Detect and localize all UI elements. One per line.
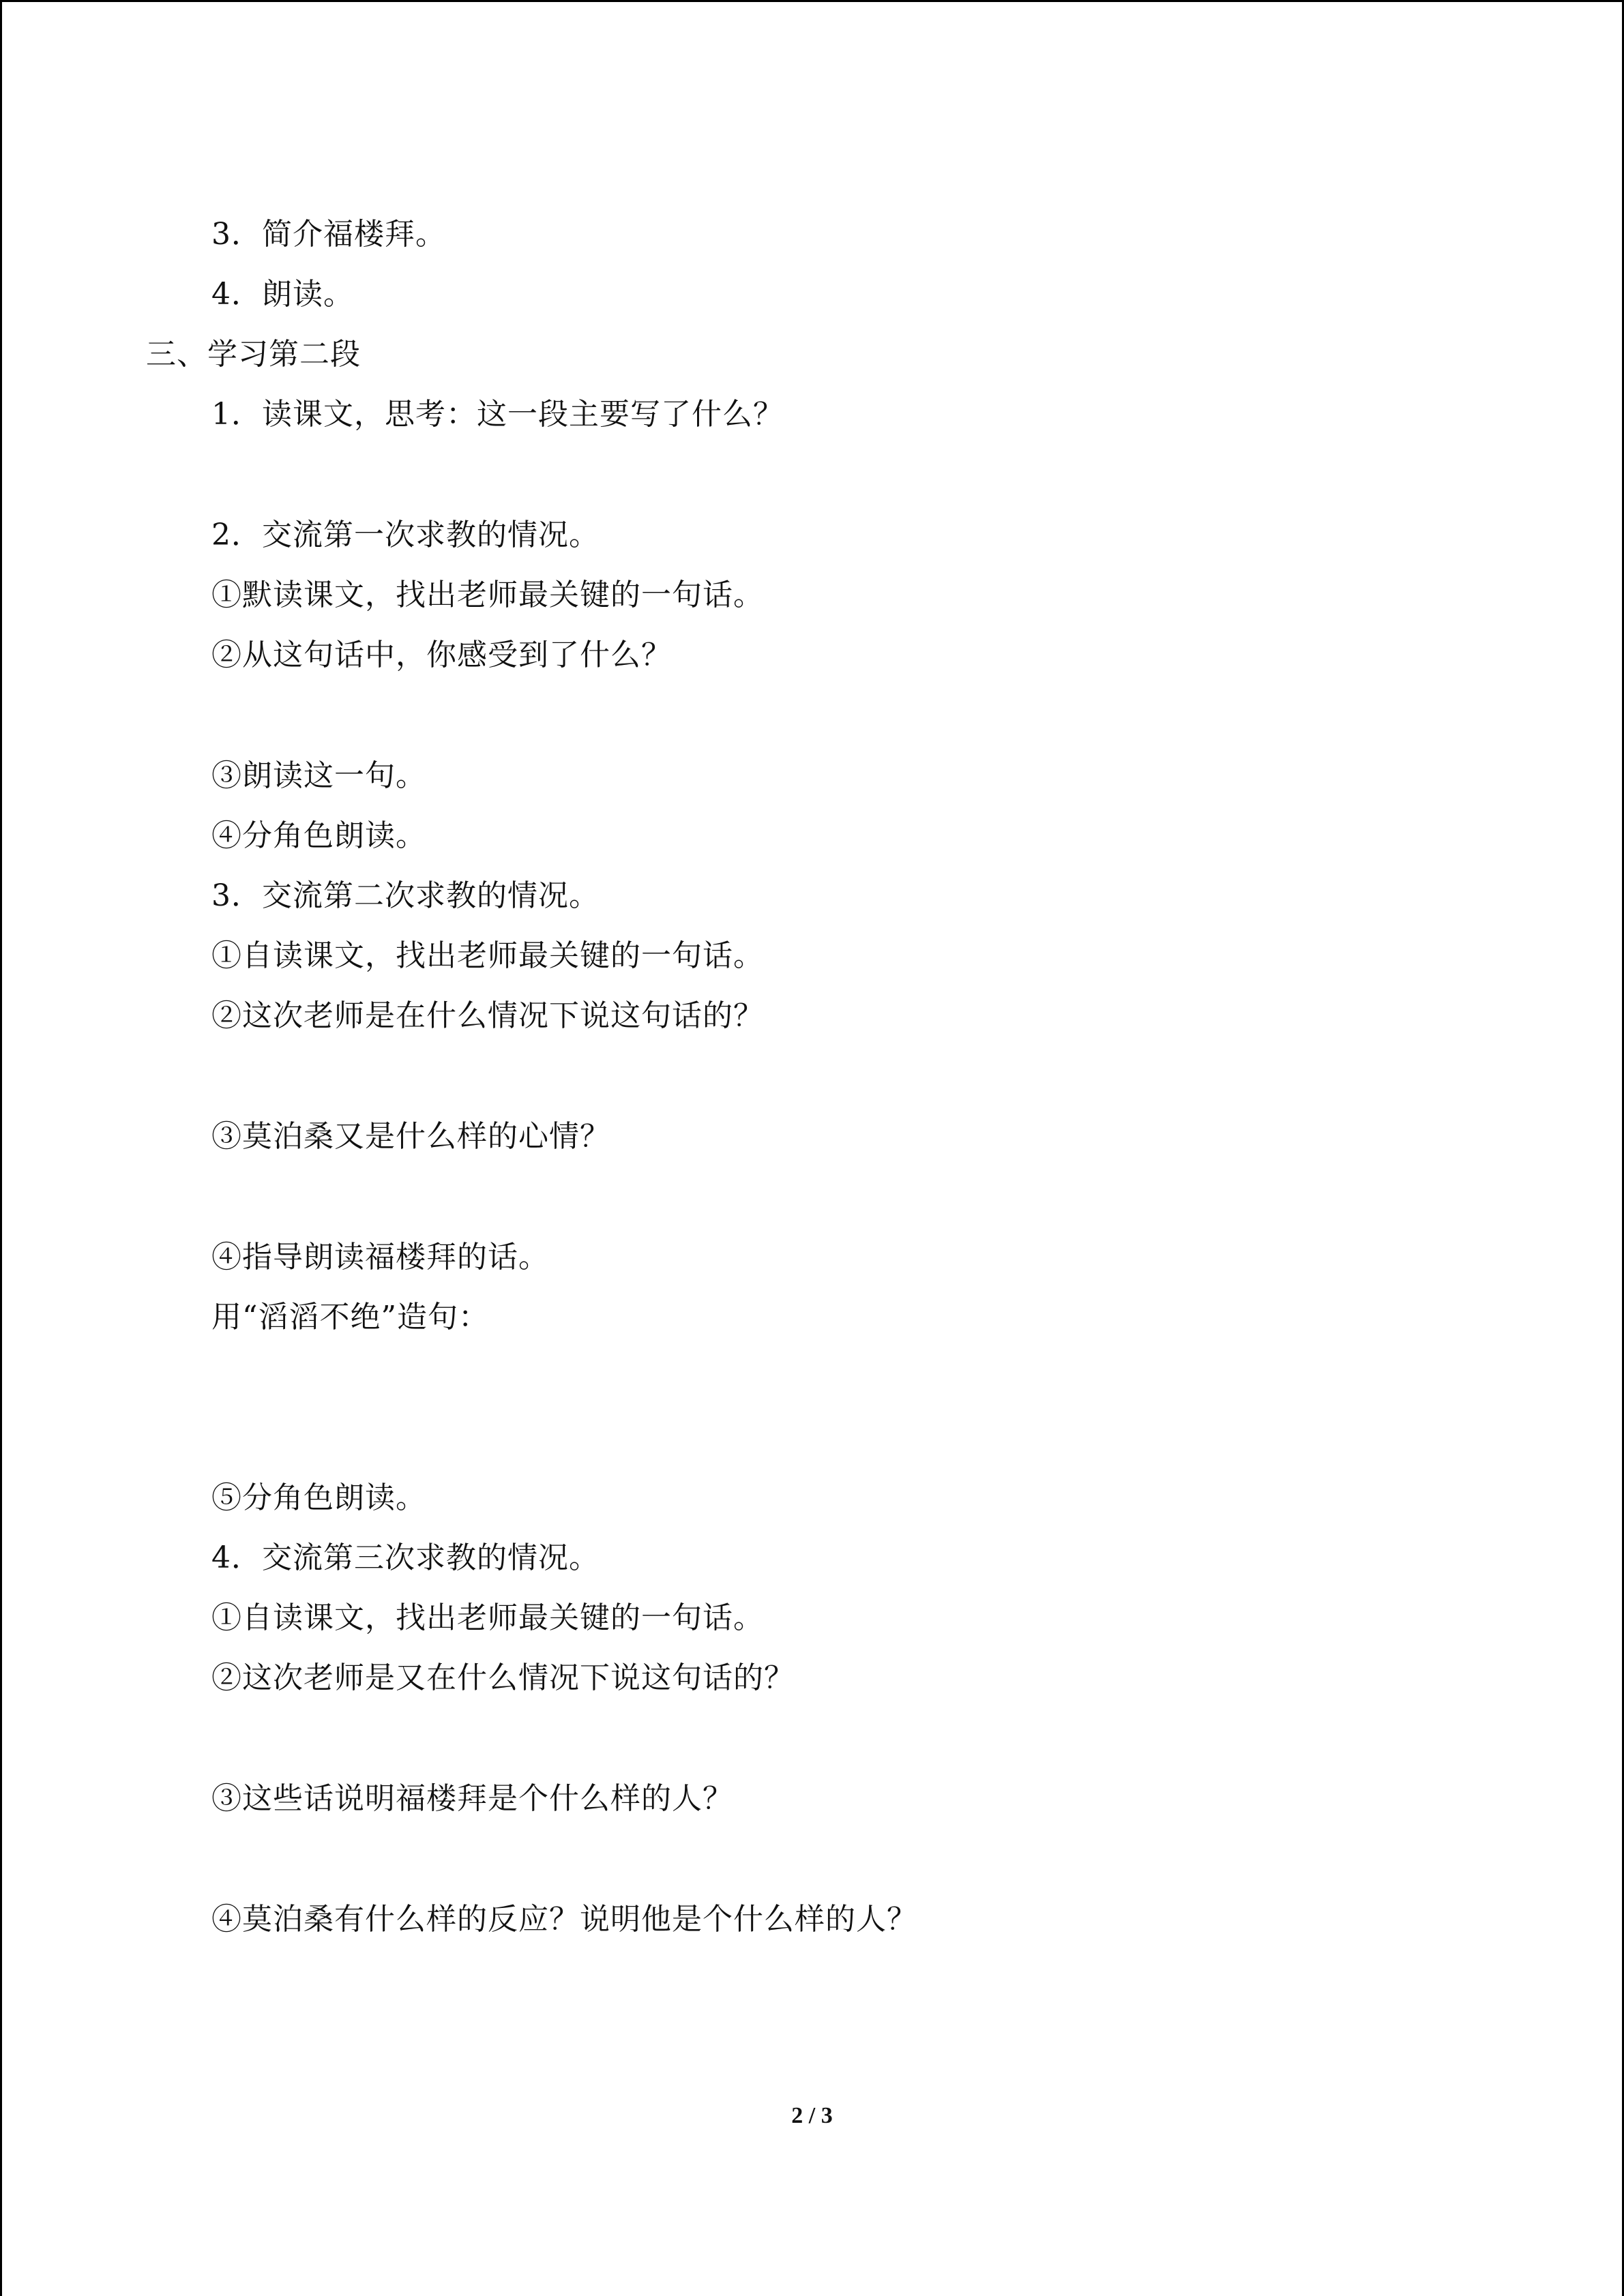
sub-item-maupassant-mood: ③莫泊桑又是什么样的心情？ <box>211 1119 610 1154</box>
list-item-intro-flaubert: 3．简介福楼拜。 <box>211 217 446 252</box>
sub-item-situation-3: ②这次老师是又在什么情况下说这句话的？ <box>211 1660 795 1695</box>
list-item-third-consultation: 4．交流第三次求教的情况。 <box>211 1540 600 1575</box>
sub-item-feeling: ②从这句话中，你感受到了什么？ <box>211 638 672 672</box>
sub-item-read-sentence: ③朗读这一句。 <box>211 758 426 793</box>
sub-item-role-read-2: ⑤分角色朗读。 <box>211 1480 426 1515</box>
sub-item-silent-read: ①默读课文，找出老师最关键的一句话。 <box>211 578 764 612</box>
sub-item-self-read-3: ①自读课文，找出老师最关键的一句话。 <box>211 1600 764 1635</box>
list-item-read-think: 1．读课文，思考：这一段主要写了什么？ <box>211 397 784 432</box>
sub-item-guide-reading: ④指导朗读福楼拜的话。 <box>211 1240 549 1274</box>
sub-item-situation-2: ②这次老师是在什么情况下说这句话的？ <box>211 998 764 1033</box>
page-number: 2 / 3 <box>791 2103 833 2128</box>
section-heading-paragraph-two: 三、学习第二段 <box>146 337 361 372</box>
list-item-first-consultation: 2．交流第一次求教的情况。 <box>211 518 600 552</box>
sub-item-role-read-1: ④分角色朗读。 <box>211 818 426 853</box>
list-item-second-consultation: 3．交流第二次求教的情况。 <box>211 878 600 913</box>
sub-item-sentence-making: 用“滔滔不绝”造句： <box>211 1300 489 1335</box>
sub-item-maupassant-reaction: ④莫泊桑有什么样的反应？说明他是个什么样的人？ <box>211 1902 917 1937</box>
list-item-read-aloud: 4．朗读。 <box>211 277 354 312</box>
sub-item-flaubert-character: ③这些话说明福楼拜是个什么样的人？ <box>211 1781 733 1816</box>
sub-item-self-read-2: ①自读课文，找出老师最关键的一句话。 <box>211 938 764 973</box>
